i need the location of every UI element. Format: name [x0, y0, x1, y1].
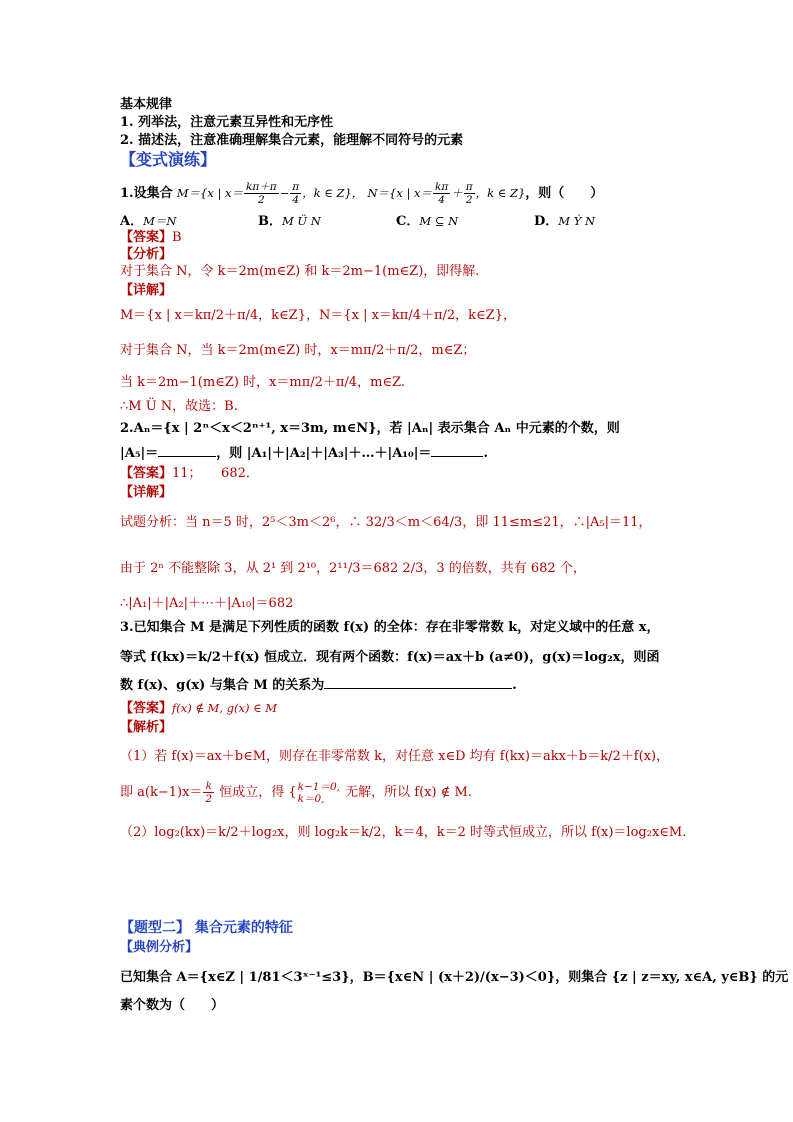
q1-detail-2: 对于集合 N，当 k＝2m(m∈Z) 时，x＝mπ/2＋π/2，m∈Z；: [120, 343, 476, 358]
q3-stem-1: 3.已知集合 M 是满足下列性质的函数 f(x) 的全体：存在非零常数 k，对定义域中的任意 x，: [120, 620, 660, 635]
q1-m-def: M＝{x | x＝: [176, 186, 243, 200]
q1-detail-1: M＝{x | x＝kπ/2＋π/4，k∈Z}，N＝{x | x＝kπ/4＋π/2，k∈Z}，: [120, 308, 516, 323]
q1-option-d: D．M Ý N: [534, 214, 596, 229]
q1-analysis: 对于集合 N，令 k＝2m(m∈Z) 和 k＝2m−1(m∈Z)，即得解.: [120, 264, 480, 279]
q3-solution-3: （2）log₂(kx)＝k/2＋log₂x，则 log₂k＝k/2，k＝4，k＝2 时等式恒成立，所以 f(x)＝log₂x∈M.: [120, 825, 687, 840]
q3-solution-tag: 【解析】: [120, 720, 173, 735]
q3-stem-3: 数 f(x)、g(x) 与集合 M 的关系为 .: [120, 678, 517, 693]
basic-rule-2: 2. 描述法，注意准确理解集合元素，能理解不同符号的元素: [120, 133, 464, 148]
q1-option-a: A．M＝N: [120, 214, 177, 229]
q2-stem-2: |A₅|＝ ，则 |A₁|＋|A₂|＋|A₃|＋…＋|A₁₀|＝ .: [120, 446, 488, 461]
q1-n-def: N＝{x | x＝: [367, 186, 432, 200]
q1-detail-3: 当 k＝2m−1(m∈Z) 时，x＝mπ/2＋π/4，m∈Z.: [120, 375, 405, 390]
q1-option-b: B．M Ü N: [258, 214, 321, 229]
q1-answer: 【答案】B: [120, 230, 182, 245]
q3-s2-system: k−1＝0, k＝0,: [297, 780, 340, 805]
type2-sub: 【典例分析】: [120, 940, 199, 955]
q2-stem: 2.Aₙ＝{x | 2ⁿ＜x＜2ⁿ⁺¹, x＝3m, m∈N}，若 |Aₙ| 表示集合 Aₙ 中元素的个数，则: [120, 421, 620, 436]
q2-detail-3: ∴|A₁|＋|A₂|＋⋯＋|A₁₀|＝682: [120, 596, 294, 611]
type2-question-1: 已知集合 A＝{x∈Z | 1/81＜3ˣ⁻¹≤3}，B＝{x∈N | (x＋2)/(x−3)＜0}，则集合 {z | z＝xy, x∈A, y∈B} 的元: [120, 970, 789, 985]
q1-stem-prefix: 1.设集合: [120, 186, 173, 201]
variant-header: 【变式演练】: [120, 150, 217, 169]
q3-answer: 【答案】f(x) ∉ M, g(x) ∈ M: [120, 701, 278, 716]
q3-solution-1: （1）若 f(x)＝ax＋b∈M，则存在非零常数 k，对任意 x∈D 均有 f(kx)＝akx＋b＝k/2＋f(x)，: [120, 749, 670, 764]
q1-option-c: C．M ⊆ N: [396, 214, 459, 229]
q3-solution-2: 即 a(k−1)x＝ $\frac{k}{2}$ 恒成立，得 { k−1＝0, k＝0, 无解，所以 f(x) ∉ M.: [120, 780, 472, 805]
type2-header: 【题型二】 集合元素的特征: [120, 920, 293, 936]
q1-m-frac2: $\frac{\pi}{4}$: [292, 181, 300, 206]
q3-stem-2: 等式 f(kx)＝k/2＋f(x) 恒成立．现有两个函数：f(x)＝ax＋b (a≠0)，g(x)＝log₂x，则函: [120, 650, 660, 665]
q2-detail-tag: 【详解】: [120, 485, 173, 500]
q1-m-frac1: $\frac{k\pi+\pi}{2}$: [245, 181, 277, 206]
q2-detail-2: 由于 2ⁿ 不能整除 3，从 2¹ 到 2¹⁰，2¹¹/3＝682 2/3，3 的倍数，共有 682 个，: [120, 561, 586, 576]
q1-n-frac2: $\frac{\pi}{2}$: [465, 181, 473, 206]
q1-detail-tag: 【详解】: [120, 283, 173, 298]
q1-n-frac1: $\frac{k\pi}{4}$: [434, 181, 449, 206]
basic-title: 基本规律: [120, 97, 173, 112]
q2-blank-2[interactable]: [431, 456, 483, 457]
q3-blank[interactable]: [324, 688, 512, 689]
type2-question-2: 素个数为（ ）: [120, 998, 225, 1013]
basic-rule-1: 1. 列举法，注意元素互异性和无序性: [120, 115, 334, 130]
q2-blank-1[interactable]: [158, 456, 216, 457]
q1-stem: 1.设集合 M＝{x | x＝ $\frac{k\pi+\pi}{2}$ − $\frac{\pi}{4}$ ，k ∈ Z}， N＝{x | x＝ $\frac{k\pi}{4}$ ＋ $\frac{\pi}{2}$ ，k ∈ Z}，则（ ）: [120, 181, 604, 206]
q1-detail-4: ∴M Ü N，故选：B.: [120, 399, 238, 414]
q1-stem-suffix: ，则（ ）: [525, 186, 604, 201]
q3-s2-frac: $\frac{k}{2}$: [205, 780, 213, 805]
q2-answer: 【答案】11； 682．: [120, 466, 259, 481]
q2-detail-1: 试题分析：当 n＝5 时，2⁵＜3m＜2⁶，∴ 32/3＜m＜64/3，即 11≤m≤21，∴|A₅|＝11，: [120, 515, 652, 530]
q1-analysis-tag: 【分析】: [120, 247, 173, 262]
